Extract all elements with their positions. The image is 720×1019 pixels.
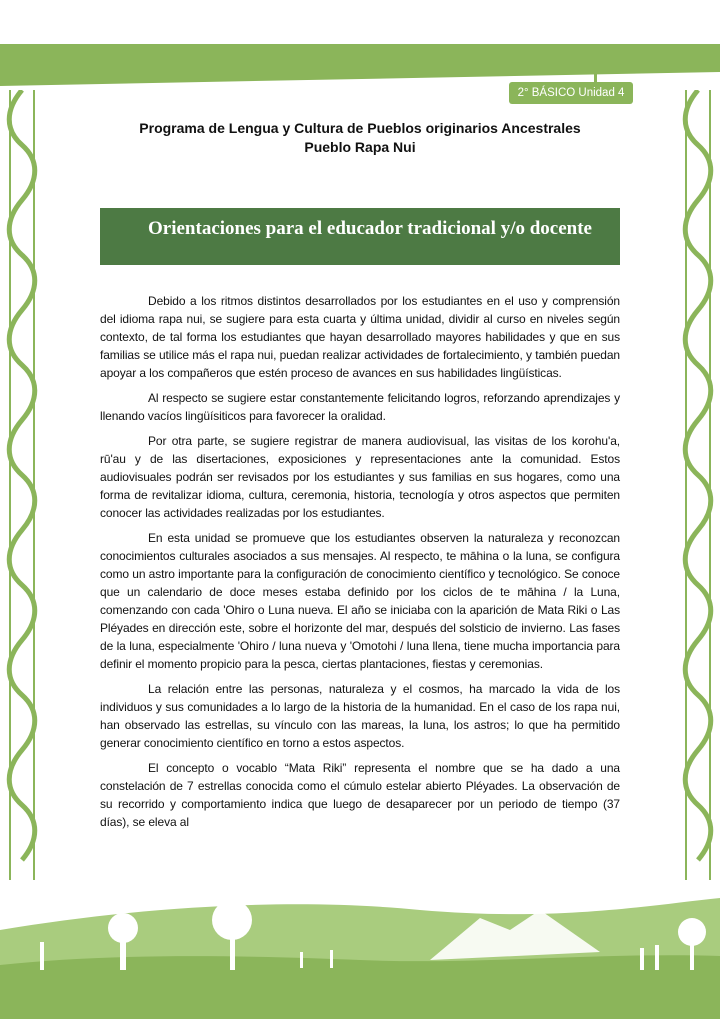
badge-connector bbox=[594, 62, 597, 84]
left-decorative-border bbox=[0, 90, 44, 880]
grade-unit-badge: 2° BÁSICO Unidad 4 bbox=[509, 82, 633, 104]
people-title: Pueblo Rapa Nui bbox=[304, 139, 416, 155]
paragraph: El concepto o vocablo “Mata Riki” representa el nombre que se ha dado a una constelación de 7 estrellas conocida como el cúmulo estelar abierto Pléyades. La observación de su recorrido y comportamiento indica que luego de desaparecer por un periodo de tiempo (37 días), se eleva al bbox=[100, 761, 620, 829]
paragraph: Al respecto se sugiere estar constantemente felicitando logros, reforzando aprendizajes y llenando vacíos lingüísiticos para favorecer la oralidad. bbox=[100, 391, 620, 423]
section-title: Orientaciones para el educador tradicional y/o docente bbox=[100, 208, 620, 265]
body-text bbox=[100, 292, 620, 838]
program-title: Programa de Lengua y Cultura de Pueblos originarios Ancestrales bbox=[139, 120, 581, 136]
paragraph: En esta unidad se promueve que los estudiantes observen la naturaleza y reconozcan conocimientos culturales asociados a sus mensajes. Al respecto, te māhina o la luna, se configura como un astro importante para la configuración de conocimiento científico y tecnológico. Se conoce que un calendario de doce meses estaba definido por los ciclos de te māhina / la Luna, comenzando con cada 'Ohiro o Luna nueva. El año se iniciaba con la aparición de Mata Riki o Las Pléyades en dirección este, sobre el horizonte del mar, después del solsticio de invierno. Las fases de la luna, especialmente 'Ohiro / luna nueva y 'Omotohi / luna llena, tiene mucha importancia para definir el momento propicio para la pesca, ciertas plantaciones, fiestas y ceremonias. bbox=[100, 531, 620, 671]
paragraph: La relación entre las personas, naturaleza y el cosmos, ha marcado la vida de los individuos y sus comunidades a lo largo de la historia de la humanidad. En el caso de los rapa nui, han observado las estrellas, su vínculo con las mareas, la luna, los astros; lo que ha permitido generar conocimiento científico en torno a estos aspectos. bbox=[100, 682, 620, 750]
paragraph: Debido a los ritmos distintos desarrollados por los estudiantes en el uso y comprensión del idioma rapa nui, se sugiere para esta cuarta y última unidad, dividir al curso en niveles según contexto, de tal forma los estudiantes que hayan desarrollado mayores habilidades y que en sus familias se utilice más el rapa nui, puedan realizar actividades de fortalecimiento, y también puedan apoyar a los compañeros que estén proceso de avances en sus habilidades lingüísticas. bbox=[100, 294, 620, 380]
paragraph: Por otra parte, se sugiere registrar de manera audiovisual, las visitas de los korohu'a, rū'au y de las disertaciones, exposiciones y representaciones ante la comunidad. Estos audiovisuales podrán ser revisados por los estudiantes y sus familias en sus hogares, como una forma de revitalizar idioma, cultura, ceremonia, historia, tecnología y otros aspectos que permiten conocer las actividades realizadas por los estudiantes. bbox=[100, 434, 620, 520]
landscape-footer-illustration bbox=[0, 890, 720, 1019]
right-decorative-border bbox=[676, 90, 720, 880]
